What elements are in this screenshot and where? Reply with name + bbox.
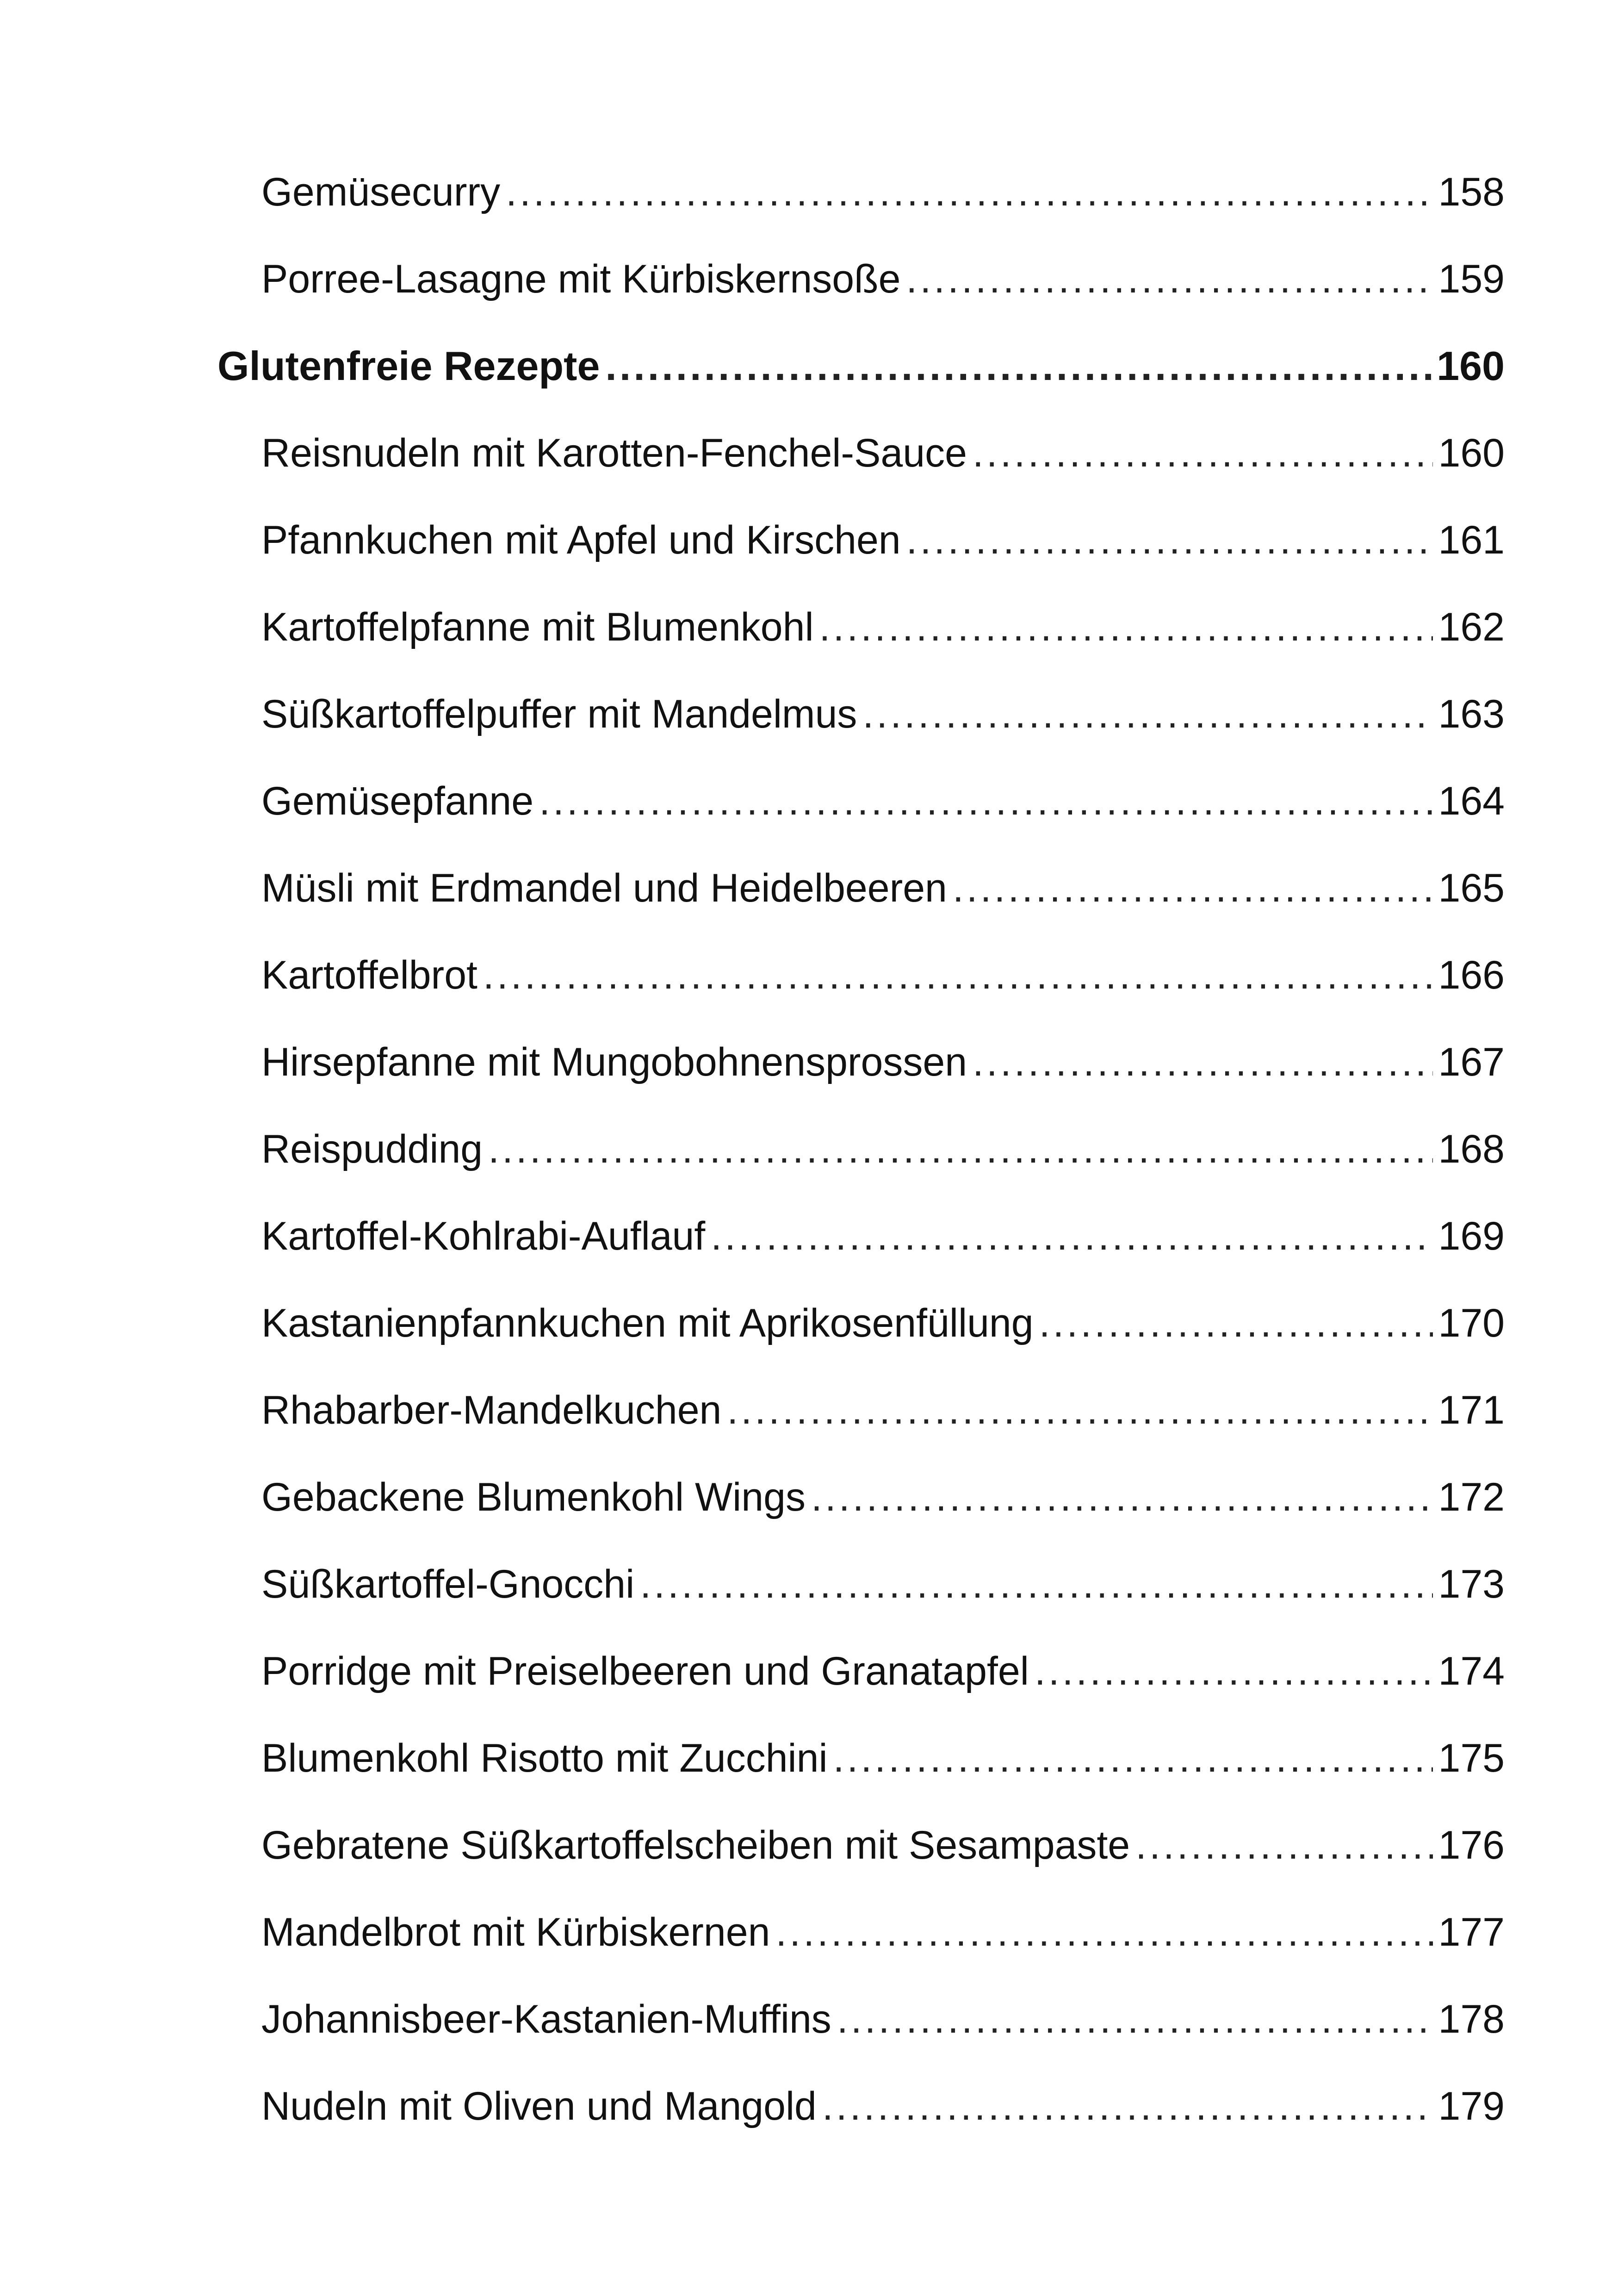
dot-leader (953, 860, 1433, 916)
toc-entry-page: 161 (1438, 518, 1505, 562)
toc-entry-page: 158 (1438, 170, 1505, 214)
toc-entry-page: 175 (1438, 1736, 1505, 1780)
toc-entry-page: 171 (1438, 1388, 1505, 1432)
toc-entry-title: Blumenkohl Risotto mit Zucchini (261, 1736, 828, 1780)
dot-leader (1035, 1643, 1433, 1699)
toc-entry-page: 172 (1438, 1475, 1505, 1519)
toc-entry[interactable] (261, 1121, 1505, 1177)
dot-leader (727, 1382, 1432, 1438)
toc-entry-title: Müsli mit Erdmandel und Heidelbeeren (261, 866, 947, 910)
toc-entry-page: 160 (1438, 431, 1505, 475)
toc-entry-title: Johannisbeer-Kastanien-Muffins (261, 1997, 831, 2041)
toc-entry[interactable] (261, 1643, 1505, 1699)
toc-entry-page: 160 (1437, 343, 1505, 389)
dot-leader (1135, 1817, 1432, 1873)
toc-entry-page: 169 (1438, 1214, 1505, 1258)
toc-entry-title: Pfannkuchen mit Apfel und Kirschen (261, 518, 901, 562)
toc-entry[interactable] (261, 1382, 1505, 1438)
toc-entry[interactable] (261, 1295, 1505, 1351)
toc-entry-title: Nudeln mit Oliven und Mangold (261, 2084, 817, 2128)
dot-leader (819, 599, 1433, 655)
toc-entry[interactable] (261, 425, 1505, 481)
toc-entry-page: 178 (1438, 1997, 1505, 2041)
toc-entry-page: 167 (1438, 1040, 1505, 1084)
dot-leader (862, 686, 1432, 742)
toc-entry-title: Gebackene Blumenkohl Wings (261, 1475, 806, 1519)
dot-leader (1039, 1295, 1433, 1351)
toc-entry-page: 164 (1438, 779, 1505, 823)
dot-leader (640, 1556, 1432, 1612)
toc-entry-page: 163 (1438, 692, 1505, 736)
toc-entry[interactable] (261, 686, 1505, 742)
toc-entry[interactable] (261, 512, 1505, 568)
toc-entry-title: Kartoffelpfanne mit Blumenkohl (261, 605, 814, 649)
toc-section-heading[interactable] (217, 338, 1505, 394)
dot-leader (822, 2078, 1433, 2134)
dot-leader (973, 1034, 1432, 1090)
toc-entry-page: 166 (1438, 953, 1505, 997)
toc-entry-title: Rhabarber-Mandelkuchen (261, 1388, 722, 1432)
dot-leader (605, 338, 1431, 394)
dot-leader (973, 425, 1433, 481)
toc-entry-title: Gemüsecurry (261, 170, 501, 214)
toc-entry-title: Porridge mit Preiselbeeren und Granatapfel (261, 1649, 1029, 1693)
dot-leader (488, 1121, 1432, 1177)
dot-leader (811, 1469, 1433, 1525)
dot-leader (837, 1991, 1433, 2047)
toc-entry[interactable] (261, 1991, 1505, 2047)
toc-entry-page: 162 (1438, 605, 1505, 649)
toc-entry[interactable] (261, 1208, 1505, 1264)
toc-entry[interactable] (261, 251, 1505, 307)
toc-entry-page: 177 (1438, 1910, 1505, 1954)
toc-entry-title: Reisnudeln mit Karotten-Fenchel-Sauce (261, 431, 967, 475)
toc-entry-title: Mandelbrot mit Kürbiskernen (261, 1910, 770, 1954)
toc-entry-title: Gemüsepfanne (261, 779, 534, 823)
toc-entry[interactable] (261, 860, 1505, 916)
toc-entry-page: 168 (1438, 1127, 1505, 1171)
toc-entry[interactable] (261, 1556, 1505, 1612)
dot-leader (711, 1208, 1432, 1264)
toc-entry-title: Kastanienpfannkuchen mit Aprikosenfüllung (261, 1301, 1034, 1345)
toc-entry[interactable] (261, 1469, 1505, 1525)
dot-leader (483, 947, 1433, 1003)
dot-leader (906, 251, 1432, 307)
toc-entry-page: 176 (1438, 1823, 1505, 1867)
toc-entry[interactable] (261, 947, 1505, 1003)
dot-leader (539, 773, 1432, 829)
toc-entry-title: Porree-Lasagne mit Kürbiskernsoße (261, 257, 901, 301)
toc-entry-page: 173 (1438, 1562, 1505, 1606)
toc-entry[interactable] (261, 773, 1505, 829)
toc-entry-page: 159 (1438, 257, 1505, 301)
toc-entry-title: Gebratene Süßkartoffelscheiben mit Sesampaste (261, 1823, 1130, 1867)
toc-entry-title: Glutenfreie Rezepte (217, 343, 600, 389)
toc-entry-title: Kartoffel-Kohlrabi-Auflauf (261, 1214, 706, 1258)
dot-leader (906, 512, 1433, 568)
toc-entry[interactable] (261, 1034, 1505, 1090)
toc-entry-page: 170 (1438, 1301, 1505, 1345)
toc-entry[interactable] (261, 164, 1505, 220)
toc-entry[interactable] (261, 1904, 1505, 1960)
toc-entry-page: 179 (1438, 2084, 1505, 2128)
toc-entry[interactable] (261, 1730, 1505, 1786)
toc-entry-title: Kartoffelbrot (261, 953, 477, 997)
toc-entry-title: Süßkartoffel-Gnocchi (261, 1562, 635, 1606)
toc-entry[interactable] (261, 1817, 1505, 1873)
dot-leader (775, 1904, 1432, 1960)
toc-entry-page: 165 (1438, 866, 1505, 910)
toc-entry-title: Reispudding (261, 1127, 483, 1171)
dot-leader (506, 164, 1432, 220)
toc-entry-page: 174 (1438, 1649, 1505, 1693)
toc-entry-title: Hirsepfanne mit Mungobohnensprossen (261, 1040, 967, 1084)
dot-leader (833, 1730, 1433, 1786)
toc-entry[interactable] (261, 599, 1505, 655)
toc-entry[interactable] (261, 2078, 1505, 2134)
toc-entry-title: Süßkartoffelpuffer mit Mandelmus (261, 692, 857, 736)
